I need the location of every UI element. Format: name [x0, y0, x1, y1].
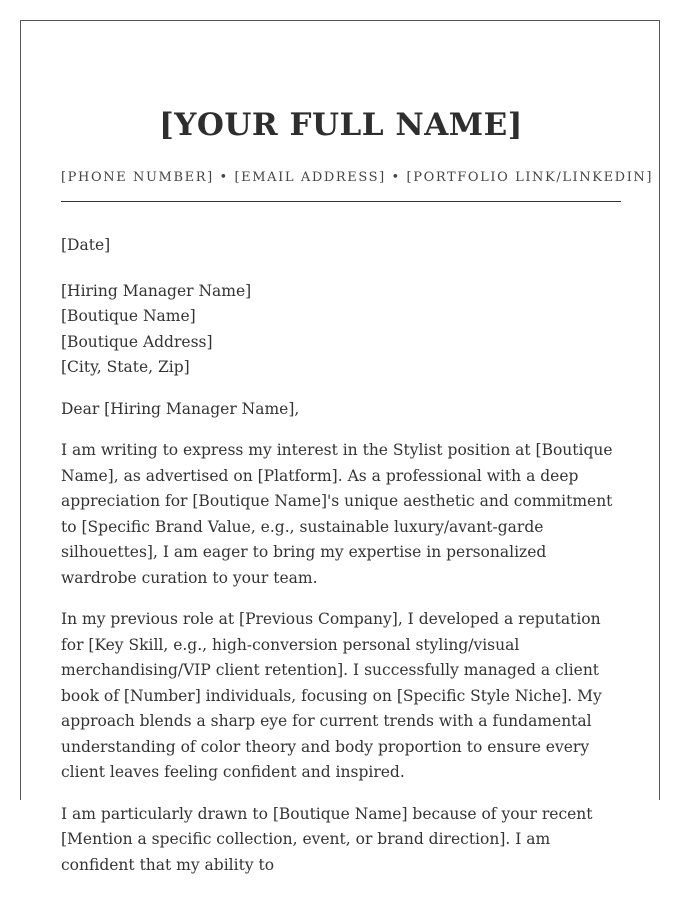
recipient-hiring-manager: [Hiring Manager Name]	[61, 281, 252, 300]
body-paragraph-experience: In my previous role at [Previous Company], I developed a reputation for [Key Skill, e.g., high-conversion personal styling/visual merchandising/VIP client retention]. I successfully managed a client book of [Number] individuals, focusing on [Specific Style Niche]. My approach blends a sharp eye for current trends with a fundamental understanding of color theory and body proportion to ensure every client leaves feeling confident and inspired.	[61, 610, 602, 781]
letter-content	[61, 21, 654, 878]
recipient-city-state-zip: [City, State, Zip]	[61, 358, 190, 376]
recipient-boutique-name: [Boutique Name]	[61, 307, 196, 325]
body-paragraph-intro: I am writing to express my interest in the Stylist position at [Boutique Name], as advertised on [Platform]. As a professional with a deep appreciation for [Boutique Name]'s unique aesthetic and commitment to [Specific Brand Value, e.g., sustainable luxury/avant-garde silhouettes], I am eager to bring my expertise in personalized wardrobe curation to your team.	[61, 441, 613, 587]
recipient-address-block	[61, 279, 621, 381]
recipient-boutique-address: [Boutique Address]	[61, 332, 213, 351]
applicant-name-heading: [YOUR FULL NAME]	[159, 107, 523, 143]
header-divider	[61, 201, 621, 202]
body-paragraph-motivation: I am particularly drawn to [Boutique Name] because of your recent [Mention a specific collection, event, or brand direction]. I am confident that my ability to	[61, 804, 593, 874]
contact-info-line: [PHONE NUMBER] • [EMAIL ADDRESS] • [PORTFOLIO LINK/LINKEDIN]	[61, 170, 654, 185]
letter-date: [Date]	[61, 236, 111, 254]
salutation: Dear [Hiring Manager Name],	[61, 399, 300, 418]
letter-page	[20, 20, 660, 874]
